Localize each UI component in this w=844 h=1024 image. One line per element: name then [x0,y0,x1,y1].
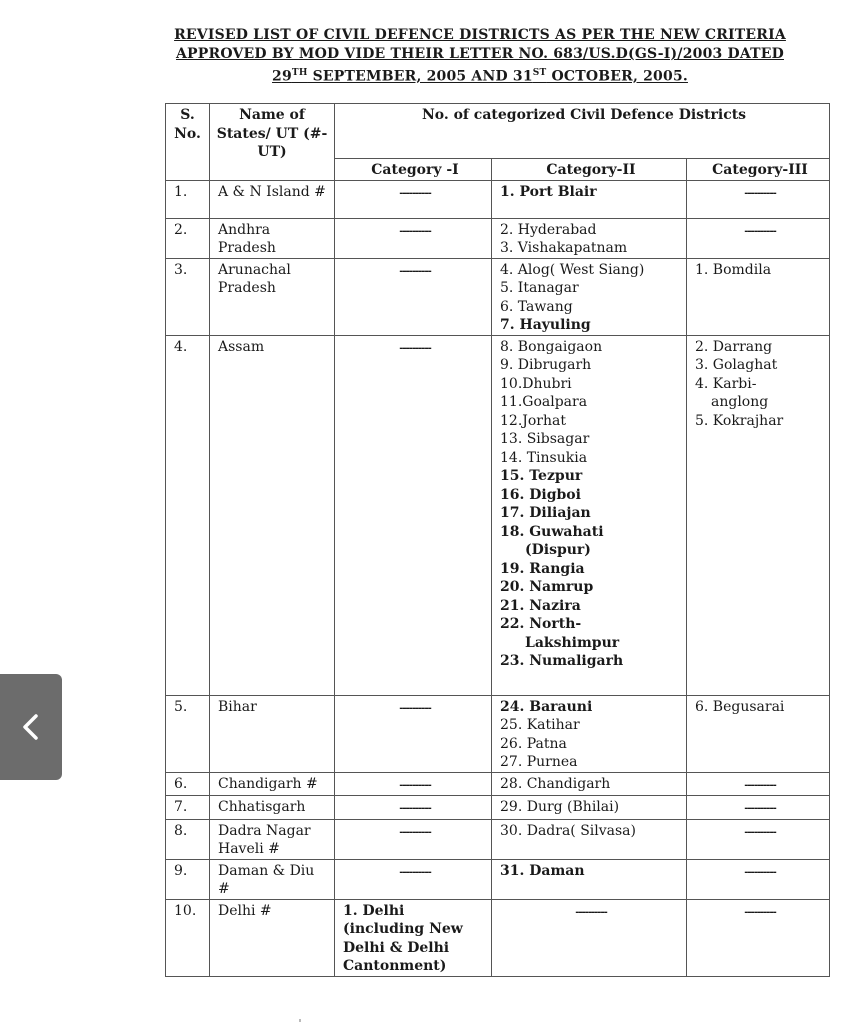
cell-cat1: ---------- [335,180,492,218]
table-row [166,899,830,976]
cell-sno: 5. [166,695,210,772]
cell-sno: 4. [166,335,210,695]
header-group: No. of categorized Civil Defence Districts [335,104,830,159]
cell-state: Assam [210,335,335,695]
cell-cat1: ---------- [335,772,492,796]
header-category-2: Category-II [492,159,687,181]
cell-cat2: 28. Chandigarh [492,772,687,796]
title-line-3: 29TH SEPTEMBER, 2005 AND 31ST OCTOBER, 2005. [272,68,688,85]
cell-cat2: ---------- [492,899,687,976]
cell-cat3: ---------- [687,819,830,859]
cell-sno: 9. [166,859,210,899]
header-state-name: Name of States/ UT (#-UT) [210,104,335,181]
cell-cat3: 6. Begusarai [687,695,830,772]
cell-sno: 2. [166,218,210,258]
title-line-1: REVISED LIST OF CIVIL DEFENCE DISTRICTS AS PER THE NEW CRITERIA [174,27,786,43]
table-row [166,859,830,899]
cell-cat1: 1. Delhi (including New Delhi & Delhi Cantonment) [335,899,492,976]
cell-cat2: 8. Bongaigaon 9. Dibrugarh 10.Dhubri 11.Goalpara 12.Jorhat 13. Sibsagar 14. Tinsukia 15. Tezpur 16. Digboi 17. Diliajan 18. Guwahati (Dispur) 19. Rangia 20. Namrup 21. Nazira 22. North- Lakshimpur 23. Numaligarh [492,335,687,695]
back-button[interactable] [0,674,62,780]
cell-cat3: ---------- [687,859,830,899]
cell-cat3: ---------- [687,796,830,820]
cell-cat3: ---------- [687,180,830,218]
cell-cat1: ---------- [335,335,492,695]
cell-sno: 1. [166,180,210,218]
header-category-3: Category-III [687,159,830,181]
cell-cat2: 30. Dadra( Silvasa) [492,819,687,859]
cell-state: Dadra Nagar Haveli # [210,819,335,859]
page-speck [299,1019,301,1022]
cell-state: Bihar [210,695,335,772]
table-header-row [166,104,830,159]
table-row [166,772,830,796]
civil-defence-table [165,103,830,977]
cell-cat1: ---------- [335,859,492,899]
table-row [166,695,830,772]
cell-cat2: 2. Hyderabad 3. Vishakapatnam [492,218,687,258]
cell-cat2: 24. Barauni 25. Katihar 26. Patna 27. Purnea [492,695,687,772]
table-row [166,335,830,695]
cell-sno: 8. [166,819,210,859]
cell-state: Chhatisgarh [210,796,335,820]
table-row [166,180,830,218]
document-title [150,26,810,87]
table-row [166,819,830,859]
table-row [166,796,830,820]
cell-state: Daman & Diu # [210,859,335,899]
cell-state: Chandigarh # [210,772,335,796]
cell-cat1: ---------- [335,218,492,258]
cell-sno: 3. [166,258,210,335]
cell-state: Delhi # [210,899,335,976]
cell-cat1: ---------- [335,695,492,772]
cell-cat1: ---------- [335,258,492,335]
header-category-1: Category -I [335,159,492,181]
cell-sno: 7. [166,796,210,820]
cell-cat1: ---------- [335,796,492,820]
cell-cat2: 31. Daman [492,859,687,899]
cell-cat2: 1. Port Blair [492,180,687,218]
cell-sno: 10. [166,899,210,976]
cell-cat3: ---------- [687,772,830,796]
cell-cat2: 29. Durg (Bhilai) [492,796,687,820]
cell-cat2: 4. Alog( West Siang) 5. Itanagar 6. Tawang 7. Hayuling [492,258,687,335]
table-row [166,258,830,335]
cell-sno: 6. [166,772,210,796]
cell-state: A & N Island # [210,180,335,218]
table-row [166,218,830,258]
cell-cat3: ---------- [687,218,830,258]
cell-cat3: 1. Bomdila [687,258,830,335]
cell-cat1: ---------- [335,819,492,859]
cell-state: Arunachal Pradesh [210,258,335,335]
chevron-left-icon [20,712,42,742]
cell-state: Andhra Pradesh [210,218,335,258]
cell-cat3: 2. Darrang 3. Golaghat 4. Karbi- anglong 5. Kokrajhar [687,335,830,695]
cell-cat3: ---------- [687,899,830,976]
title-line-2: APPROVED BY MOD VIDE THEIR LETTER NO. 683/US.D(GS-I)/2003 DATED [175,46,784,62]
header-sno: S. No. [166,104,210,181]
